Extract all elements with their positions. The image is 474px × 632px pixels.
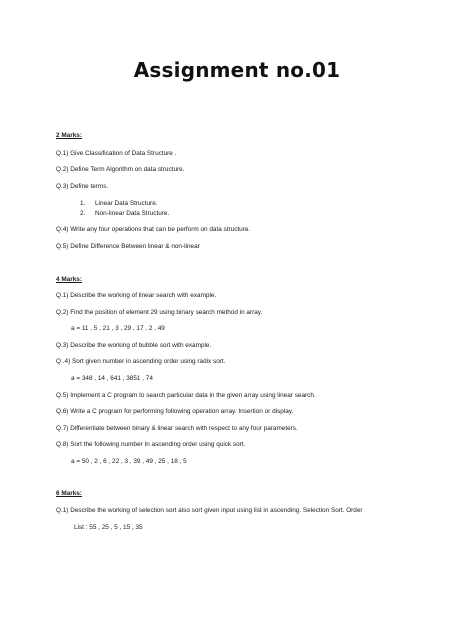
question-item: Q.2) Define Term Algorithm on data structure. bbox=[56, 166, 185, 173]
list-item: Linear Data Structure. bbox=[95, 200, 158, 207]
list-number: 1. bbox=[80, 200, 86, 207]
section-heading: 2 Marks: bbox=[56, 132, 82, 139]
list-number: 2. bbox=[80, 210, 86, 217]
data-array: a = 11 , 5 , 21 , 3 , 29 , 17 , 2 , 49 bbox=[71, 325, 165, 332]
question-item: Q.5) Define Difference Between linear & non-linear bbox=[56, 243, 200, 250]
section-heading: 6 Marks: bbox=[56, 490, 82, 497]
list-item: Non-linear Data Structure. bbox=[95, 210, 170, 217]
section-2-marks bbox=[56, 133, 436, 253]
assignment-title: Assignment no.01 bbox=[133, 58, 341, 82]
question-item: Q.1) Give Classification of Data Structure . bbox=[56, 150, 177, 157]
question-item: Q.4) Write any four operations that can be perform on data structure. bbox=[56, 226, 251, 233]
section-6-marks bbox=[56, 491, 436, 536]
data-array: a = 348 , 14 , 641 , 3851 , 74 bbox=[71, 375, 153, 382]
question-item: Q.2) Find the position of element 29 using binary search method in array. bbox=[56, 309, 263, 316]
question-item: Q.8) Sort the following number In ascending order using quick sort. bbox=[56, 441, 246, 448]
question-item: Q.1) Describe the working of selection sort also sort given input using list in ascending. Selection Sort. Order bbox=[56, 507, 363, 514]
data-array: a = 50 , 2 , 6 , 22 , 3 , 39 , 49 , 25 , 18 , 5 bbox=[71, 458, 187, 465]
question-item: Q.5) Implement a C program to search particular data in the given array using linear search. bbox=[56, 392, 316, 399]
question-item: Q.7) Differentiate between binary & linear search with respect to any four parameters. bbox=[56, 425, 298, 432]
question-item: Q.1) Describe the working of linear search with example. bbox=[56, 292, 217, 299]
question-item: Q.3) Describe the working of bubble sort with example. bbox=[56, 342, 212, 349]
section-heading: 4 Marks: bbox=[56, 276, 82, 283]
question-item: Q.3) Define terms. bbox=[56, 183, 109, 190]
section-4-marks bbox=[56, 277, 436, 477]
question-item: Q .4) Sort given number in ascending order using radix sort. bbox=[56, 358, 226, 365]
data-array: List : 55 , 25 , 5 , 15 , 35 bbox=[74, 524, 143, 531]
question-item: Q.6) Write a C program for performing following operation array. Insertion or display. bbox=[56, 408, 294, 415]
